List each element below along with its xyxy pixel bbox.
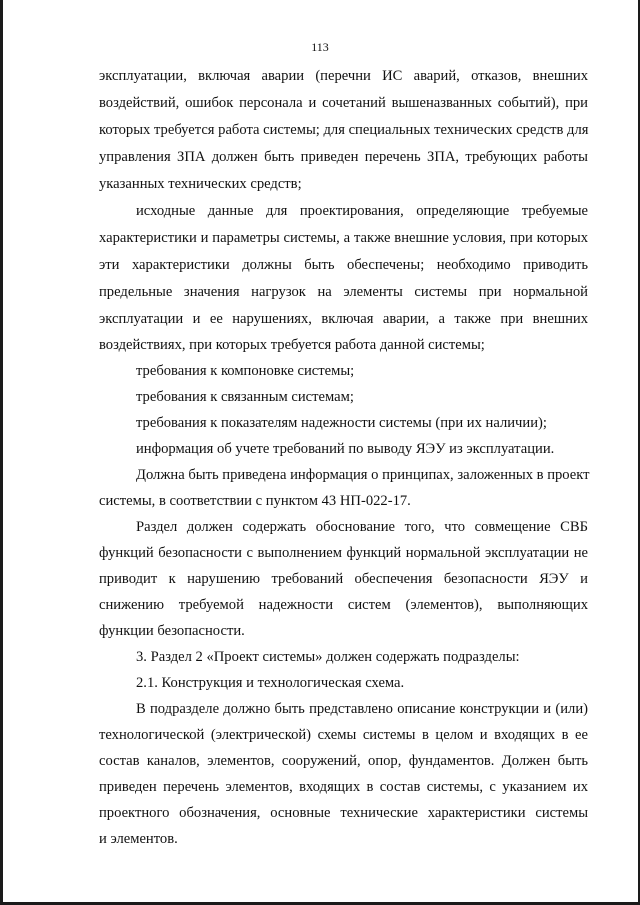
text-line: В подразделе должно быть представлено описание конструкции и (или) (136, 701, 588, 717)
text-line: указанных технических средств; (99, 176, 302, 192)
text-line: информация об учете требований по выводу ЯЭУ из эксплуатации. (136, 441, 555, 457)
text-line: предельные значения нагрузок на элементы системы при нормальной (99, 284, 588, 300)
text-line: функций безопасности с выполнением функций нормальной эксплуатации не (99, 545, 588, 561)
scan-border-left (0, 0, 3, 905)
text-line: состав каналов, элементов, сооружений, опор, фундаментов. Должен быть (99, 753, 588, 769)
text-line: проектного обозначения, основные технические характеристики системы (99, 805, 588, 821)
text-line: и элементов. (99, 831, 178, 847)
text-line: функции безопасности. (99, 623, 245, 639)
text-line: требования к показателям надежности системы (при их наличии); (136, 415, 547, 431)
section-heading: 3. Раздел 2 «Проект системы» должен содержать подразделы: (136, 649, 520, 665)
text-line: эти характеристики должны быть обеспечены; необходимо приводить (99, 257, 588, 273)
text-line: воздействиях, при которых требуется работа данной системы; (99, 337, 485, 353)
text-line: эксплуатации и ее нарушениях, включая аварии, а также при внешних (99, 311, 588, 327)
text-line: характеристики и параметры системы, а также внешние условия, при которых (99, 230, 588, 246)
text-line: исходные данные для проектирования, определяющие требуемые (136, 203, 588, 219)
subsection-heading: 2.1. Конструкция и технологическая схема. (136, 675, 405, 691)
text-line: управления ЗПА должен быть приведен перечень ЗПА, требующих работы (99, 149, 588, 165)
text-line: технологической (электрической) схемы системы в целом и входящих в ее (99, 727, 588, 743)
text-line: приводит к нарушению требований обеспечения безопасности ЯЭУ и (99, 571, 588, 587)
text-line: эксплуатации, включая аварии (перечни ИС аварий, отказов, внешних (99, 68, 588, 84)
text-line: воздействий, ошибок персонала и сочетаний вышеназванных событий), при (99, 95, 588, 111)
text-line: Раздел должен содержать обоснование того, что совмещение СВБ (136, 519, 588, 535)
text-line: которых требуется работа системы; для специальных технических средств для (99, 122, 589, 138)
text-line: Должна быть приведена информация о принципах, заложенных в проект (136, 467, 590, 483)
text-line: требования к связанным системам; (136, 389, 354, 405)
text-line: требования к компоновке системы; (136, 363, 355, 379)
text-line: приведен перечень элементов, входящих в состав системы, с указанием их (99, 779, 588, 795)
text-line: системы, в соответствии с пунктом 43 НП-022-17. (99, 493, 411, 509)
page-number: 113 (311, 40, 329, 54)
text-line: снижению требуемой надежности систем (элементов), выполняющих (99, 597, 588, 613)
